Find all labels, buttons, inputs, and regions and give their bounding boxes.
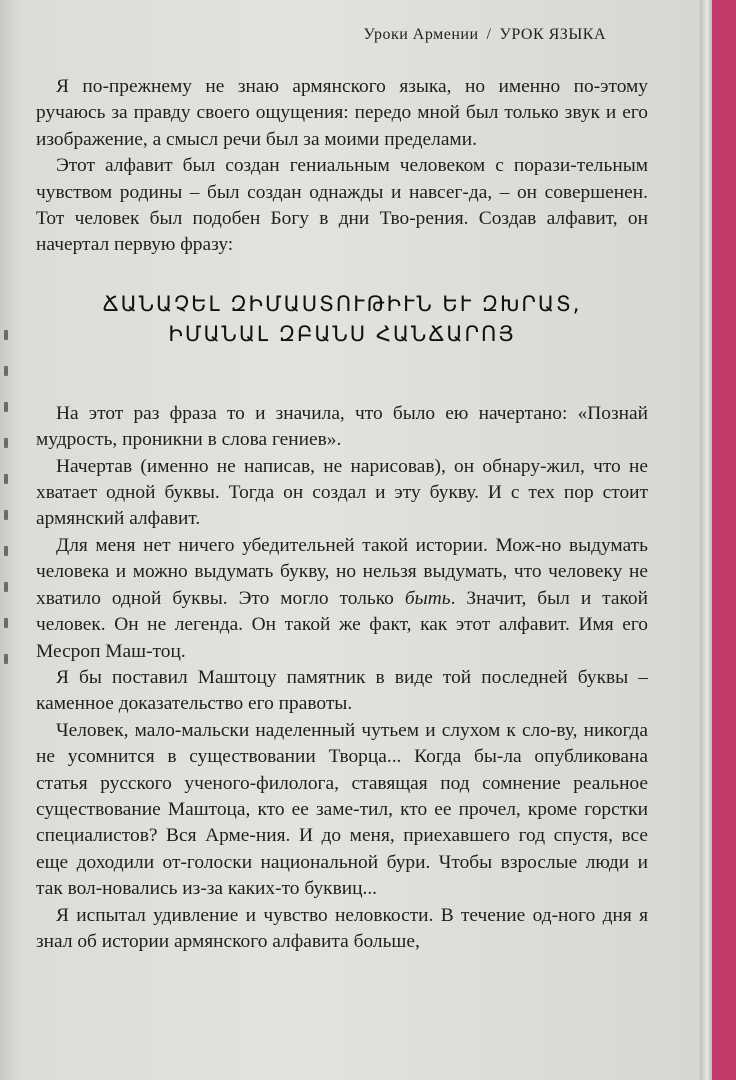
paragraph <box>36 533 648 665</box>
armenian-line-1: ՃԱՆԱՉԵԼ ԶԻՄԱՍՏՈՒԹԻՒՆ ԵՒ ԶԽՐԱՏ, <box>102 291 582 316</box>
gutter-shadow <box>0 330 14 690</box>
running-header <box>0 26 606 44</box>
book-cover-edge <box>712 0 736 1080</box>
paragraph: Этот алфавит был создан гениальным человеком с порази-тельным чувством родины – был создан однажды и навсег-да, – он совершенен. Тот человек был подобен Богу в дни Тво-рения. Создав алфавит, он начертал первую фразу: <box>36 155 648 256</box>
paragraph: Человек, мало-мальски наделенный чутьем и слухом к сло-ву, никогда не усомнится в существовании Творца... Когда бы-ла опубликована статья русского ученого-филолога, ставящая под сомнение реальное существование Маштоца, кто ее заме-тил, кто ее прочел, кроме горстки специалистов? Вся Арме-ния. И до меня, приехавшего год спустя, все еще доходили от-голоски национальной бури. Чтобы взрослые люди и так вол-новались из-за каких-то буквиц... <box>36 719 648 900</box>
paragraph-text: Для меня нет ничего убедительней такой истории. Мож-но выдумать человека и можно выдумать букву, но нельзя выдумать, что человеку не хватило одной буквы. Это могло только <box>36 534 648 609</box>
armenian-phrase <box>36 289 648 349</box>
paragraph: Я испытал удивление и чувство неловкости. В течение од-ного дня я знал об истории армянского алфавита больше, <box>36 904 648 952</box>
header-separator: / <box>486 26 492 43</box>
header-section: Уроки Армении <box>363 26 479 43</box>
paragraph: Начертав (именно не написав, не нарисовав), он обнару-жил, что не хватает одной буквы. Тогда он создал и эту букву. И с тех пор стоит армянский алфавит. <box>36 455 648 530</box>
paragraph: На этот раз фраза то и значила, что было ею начертано: «Познай мудрость, проникни в слова гениев». <box>36 402 648 451</box>
emphasis: быть <box>404 587 451 609</box>
paragraph-text: . Значит, был и такой человек. Он не легенда. Он такой же факт, как этот алфавит. Имя его Месроп Маш-тоц. <box>36 587 648 662</box>
armenian-line-2: ԻՄԱՆԱԼ ԶԲԱՆՍ ՀԱՆՃԱՐՈՅ <box>168 321 516 346</box>
body-text <box>36 74 648 955</box>
paragraph: Я бы поставил Маштоцу памятник в виде той последней буквы – каменное доказательство его правоты. <box>36 666 648 715</box>
paragraph: Я по-прежнему не знаю армянского языка, но именно по-этому ручаюсь за правду своего ощущения: передо мной был только звук и его изображение, а смысл речи был за моими пределами. <box>36 76 648 150</box>
header-chapter: УРОК ЯЗЫКА <box>499 26 606 43</box>
